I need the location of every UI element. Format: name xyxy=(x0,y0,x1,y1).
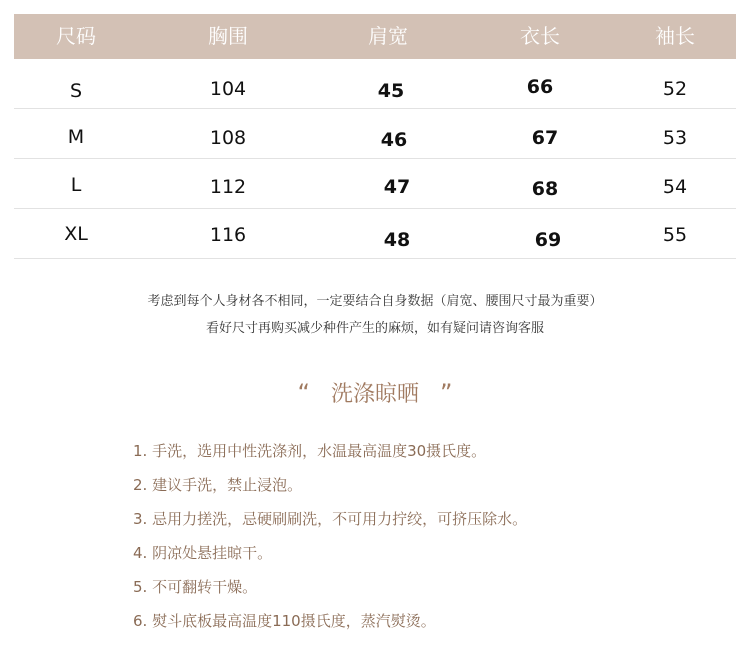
header-length: 衣长 xyxy=(520,24,560,48)
cell-shoulder: 46 xyxy=(380,129,408,151)
wash-section-title xyxy=(0,377,750,408)
size-chart-table xyxy=(14,14,736,259)
cell-length: 66 xyxy=(526,76,554,98)
cell-chest: 116 xyxy=(209,224,247,246)
cell-size: S xyxy=(69,80,83,102)
list-item: 1. 手洗，选用中性洗涤剂，水温最高温度30摄氏度。 xyxy=(133,442,487,460)
wash-title-text: 洗涤晾晒 xyxy=(330,382,419,407)
list-item: 6. 熨斗底板最高温度110摄氏度，蒸汽熨烫。 xyxy=(133,612,436,630)
cell-sleeve: 55 xyxy=(662,224,688,246)
header-shoulder: 肩宽 xyxy=(368,24,408,48)
cell-size: XL xyxy=(64,223,88,245)
cell-size: L xyxy=(70,174,82,196)
list-item: 3. 忌用力搓洗，忌硬刷刷洗，不可用力拧绞，可挤压除水。 xyxy=(133,510,528,528)
table-header-row xyxy=(14,14,736,59)
table-row xyxy=(14,109,736,159)
cell-sleeve: 53 xyxy=(662,127,688,149)
cell-shoulder: 47 xyxy=(383,176,411,198)
cell-length: 67 xyxy=(531,127,559,149)
cell-shoulder: 48 xyxy=(383,229,411,251)
header-chest: 胸围 xyxy=(208,24,248,48)
list-item: 5. 不可翻转干燥。 xyxy=(133,578,258,596)
table-row xyxy=(14,159,736,209)
table-row xyxy=(14,59,736,109)
close-quote: ” xyxy=(440,379,453,407)
size-note-line-2: 看好尺寸再购买减少种件产生的麻烦，如有疑问请咨询客服 xyxy=(205,321,544,336)
cell-shoulder: 45 xyxy=(377,80,405,102)
cell-size: M xyxy=(67,126,85,148)
cell-sleeve: 52 xyxy=(662,78,688,100)
cell-length: 69 xyxy=(534,229,562,251)
header-sleeve: 袖长 xyxy=(655,24,695,48)
cell-sleeve: 54 xyxy=(662,176,688,198)
open-quote: “ xyxy=(297,379,310,407)
cell-length: 68 xyxy=(531,178,559,200)
cell-chest: 104 xyxy=(209,78,247,100)
list-item: 4. 阴凉处悬挂晾干。 xyxy=(133,544,273,562)
header-size: 尺码 xyxy=(56,24,96,48)
list-item: 2. 建议手洗，禁止浸泡。 xyxy=(133,476,303,494)
table-row xyxy=(14,209,736,259)
cell-chest: 108 xyxy=(209,127,247,149)
size-note-line-1: 考虑到每个人身材各不相同，一定要结合自身数据（肩宽、腰围尺寸最为重要） xyxy=(147,294,603,309)
cell-chest: 112 xyxy=(209,176,247,198)
